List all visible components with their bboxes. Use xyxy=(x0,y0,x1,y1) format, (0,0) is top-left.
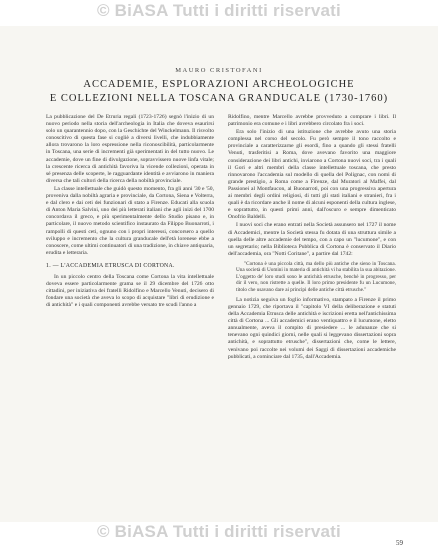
title-line-1: ACCADEMIE, ESPLORAZIONI ARCHEOLOGICHE xyxy=(83,79,355,90)
paragraph: I nuovi soci che erano entrati nella Società assunsero nel 1727 il nome di Accademici, mentre la Società stessa fu dotata di una struttura simile a quella delle altre accademie del tempo, con a capo un "lucumone", e con un segretario; nella Biblioteca Pubblica di Cortona è conservato il Diario dell'accademia, ora "Notti Coritane", a partire dal 1742: xyxy=(228,222,396,257)
text-column-right xyxy=(228,114,396,532)
text-column-left xyxy=(46,114,214,518)
paragraph: La notizia seguiva un foglio informativo, stampato a Firenze il primo gennaio 1729, che riportava il "capitolo VI della deliberazione e statuti della Accademia Etrusca delle antichità e iscrizioni eretta nell'antichissima città di Cortona ... Gli accademici erano ventiquattro e il lucumone, eletto annualmente, aveva il compito di presiedere ... le adunanze che si tenevano ogni quindici giorni, nelle quali si leggevano dissertazioni sopra antichità, e soprattutto etrusche", dissertazioni che, come le lettere, venivano poi raccolte nei volumi dei Saggi di dissertazioni accademiche pubblicati, a cominciare dal 1735, dall'Accademia. xyxy=(228,296,396,360)
paragraph: Era solo l'inizio di una istituzione che avrebbe avuto una storia complessa nel corso del secolo. Fu però sempre il tono raccolto e provinciale a caratterizzarne gli esordi, fino a quando gli stessi fratelli Venuti, trasferitisi a Roma, dove avevano favorito una maggiore considerazione dei libri antichi, inviarono a Cortona nuovi soci, tra i quali il Gori e altri membri della classe intellettuale toscana, che presto rinnovarono l'accademia sul modello di quella del Polignac, con nomi di grande prestigio, a Roma come a Firenze, dal Muratori al Maffei, dal Passionei al Montfaucon, al Buonarroti, poi con una progressiva apertura ai membri degli ordini religiosi, di tutti gli stati italiani e stranieri, fra i quali è da ricordare anche il nome di alcuni esponenti della cultura inglese, e soprattutto, in questi primi anni, dall'oscuro e sempre dimenticato Onofrio Baldelli. xyxy=(228,129,396,221)
paragraph: La classe intellettuale che guidò questo momento, fra gli anni '30 e '50, proveniva dalla nobiltà agraria e provinciale, da Cortona, Siena e Volterra, e dal clero e dai ceti dei funzionari di stato a Firenze. Educati alla scuola di Anton Maria Salvini, uno dei più letterati italiani che agli inizi del 1700 concordava il greco, e più sperimentalmente dello Studio pisano e, in particolare, il nuovo metodo scientifico instaurato da Filippo Buonarroti, i rampolli di questi ceti, ognuno con i propri interessi, concorsero a quello sviluppo e incremento che la cultura granducale dell'età lorenese ebbe a conoscere, come ultimi continuatori di una tradizione, in chiave antiquaria, erudita e letteraria. xyxy=(46,185,214,256)
watermark-banner-top xyxy=(0,0,438,26)
paragraph: In un piccolo centro della Toscana come Cortona la vita intellettuale doveva essere particolarmente grama se il 29 dicembre del 1726 otto cittadini, per iniziativa dei fratelli Ridolfino e Marcello Venuti, decisero di fondare una società che aveva lo scopo di acquistare "libri di erudizione e di antichità" e i quali componenti avrebbe versato tre scudi l'anno a xyxy=(46,273,214,309)
paragraph: La pubblicazione del De Etruria regali (1723-1726) segnò l'inizio di un nuovo periodo nella storia dell'archeologia in Italia che doveva esaurirsi solo un quarantennio dopo, con la Geschichte del Winckelmann. Il risvolto conoscitivo di questa fase si cogliè a diversi livelli, che indubbiamente allora trovarono la loro espressione nella riconoscibilità, particolarmente in Toscana, una serie di incrementi già sperimentati in del tutto nuovo. Le accademie, dove un fine di divulgazione, sopravvissero nuove linfa vitale; la crescente ricerca di antichità favoriva la vicende collezioni, operata in sé presenza delle scoperte, le ragguardante identità e avviarono in maniera diversa che tali cultori della ricerca della nobiltà provinciale. xyxy=(46,114,214,184)
paragraph: Ridolfino, mentre Marcello avrebbe provveduto a comprare i libri. Il patrimonio era comune e i libri avrebbero circolato fra i soci. xyxy=(228,114,396,128)
block-quote: "Cortona è una piccola città, ma dello più antiche che sieno in Toscana. Una società di Uomini in materia di antichità vi ha stabilita la sua abitazione. L'oggetto de' loro studi sono le antichità etrusche, benchè in progresso, per dir il vero, non ristrette a quelle. Il loro primo presidente fu un Lucumone, titolo che usavano dare ai principi delle antiche città etrusche." xyxy=(236,260,396,293)
title-line-2: E COLLEZIONI NELLA TOSCANA GRANDUCALE (1730-1760) xyxy=(49,93,389,104)
article-title xyxy=(40,78,398,106)
section-heading: 1. — L'ACCADEMIA ETRUSCA DI CORTONA. xyxy=(46,262,175,269)
page-number: 59 xyxy=(396,539,403,547)
author-name: MAURO CRISTOFANI xyxy=(175,67,263,74)
watermark-text-top: © BiASA Tutti i diritti riservati xyxy=(97,1,341,20)
watermark-text-bottom: © BiASA Tutti i diritti riservati xyxy=(97,522,341,541)
